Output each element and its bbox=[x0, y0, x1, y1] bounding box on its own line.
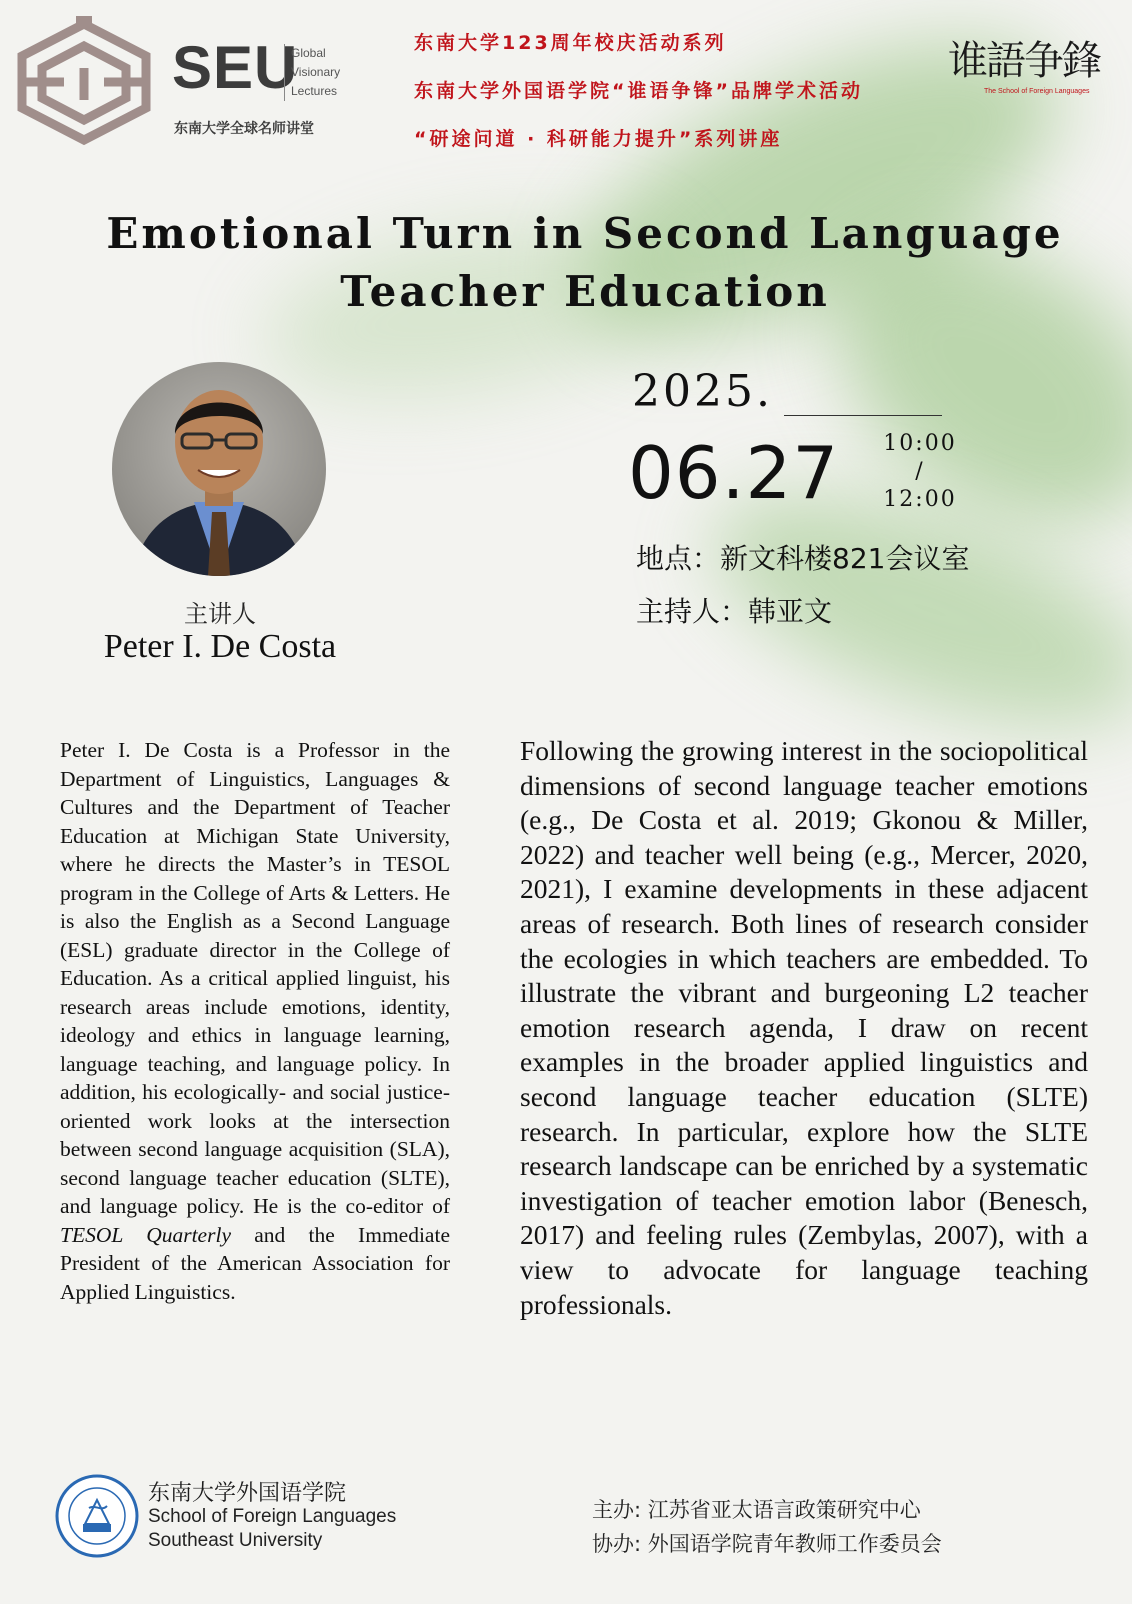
brand-logo-text: 谁語争鋒 bbox=[948, 38, 1100, 84]
time-start: 10:00 bbox=[883, 431, 957, 456]
bio-text: Peter I. De Costa is a Professor in the Department of Linguistics, Languages & Cultures and the Department of Teacher Education at Michigan State University, where he directs the Master’s in TESOL program in the College of Arts & Letters. He is also the English as a Second Language (ESL) graduate director in the College of Education. As a critical applied linguist, his research areas include emotions, identity, ideology and ethics in language learning, language teaching, and language policy. In addition, his ecologically- and social justice-oriented work looks at the intersection between second language acquisition (SLA), second language teacher education (SLTE), and language policy. He is the co-editor of bbox=[60, 738, 450, 1218]
event-year: 2025. bbox=[632, 366, 773, 417]
speaker-portrait-icon bbox=[112, 362, 326, 576]
lecture-title bbox=[0, 205, 1132, 321]
time-end: 12:00 bbox=[883, 487, 957, 512]
seu-tagline-line: Lectures bbox=[291, 84, 338, 98]
school-name-en: School of Foreign Languages bbox=[148, 1506, 397, 1527]
bio-journal: TESOL Quarterly bbox=[60, 1222, 231, 1247]
school-name-cn: 东南大学外国语学院 bbox=[148, 1481, 347, 1506]
series-line-2: 东南大学外国语学院“谁语争锋”品牌学术活动 bbox=[414, 80, 863, 102]
title-line-1: Emotional Turn in Second Language bbox=[106, 209, 1064, 258]
speaker-name: Peter I. De Costa bbox=[103, 628, 337, 665]
brand-logo bbox=[948, 36, 1108, 136]
event-date: 06.27 bbox=[628, 431, 840, 515]
event-host: 主持人：韩亚文 bbox=[636, 595, 833, 628]
school-seal bbox=[55, 1474, 139, 1558]
seu-tagline-line: Global bbox=[291, 46, 326, 60]
speaker-role-label: 主讲人 bbox=[184, 600, 256, 628]
speaker-bio bbox=[60, 736, 450, 1306]
school-university-en: Southeast University bbox=[148, 1530, 323, 1551]
lecture-abstract: Following the growing interest in the sociopolitical dimensions of second language teacher emotions (e.g., De Costa et al. 2019; Gkonou & Miller, 2022) and teacher well being (e.g., Mercer, 2020, 2021), I examine developments in these adjacent areas of research. Both lines of research consider the ecologies in which teachers are embedded. To illustrate the vibrant and burgeoning L2 teacher emotion research agenda, I draw on recent examples in the broader applied linguistics and second language teacher education (SLTE) research. In particular, explore how the SLTE research landscape can be enriched by a systematic investigation of teacher emotion labor (Benesch, 2017) and feeling rules (Zembylas, 2007), with a view to advocate for language teaching professionals. bbox=[520, 735, 1088, 1320]
seu-tagline bbox=[284, 44, 340, 101]
series-line-3: “研途问道 · 科研能力提升”系列讲座 bbox=[414, 128, 783, 150]
event-location: 地点：新文科楼821会议室 bbox=[636, 542, 970, 575]
seu-logo-text: SEU bbox=[172, 34, 299, 101]
seu-logo bbox=[14, 16, 341, 146]
organizer: 主办: 江苏省亚太语言政策研究中心 bbox=[592, 1498, 921, 1522]
bio-text-end: and the Immediate President of the American Association for Applied Linguistics. bbox=[60, 1222, 450, 1304]
co-organizer: 协办: 外国语学院青年教师工作委员会 bbox=[592, 1532, 942, 1556]
school-seal-icon bbox=[55, 1474, 139, 1558]
series-line-1: 东南大学123周年校庆活动系列 bbox=[414, 32, 727, 54]
time-separator: / bbox=[915, 459, 925, 484]
seu-tagline-line: Visionary bbox=[291, 65, 341, 79]
event-time bbox=[866, 430, 974, 514]
seu-emblem-icon bbox=[14, 16, 154, 146]
title-line-2: Teacher Education bbox=[340, 267, 830, 316]
brand-logo-sub: The School of Foreign Languages bbox=[984, 88, 1090, 95]
year-underline bbox=[784, 415, 942, 416]
seu-subtitle: 东南大学全球名师讲堂 bbox=[174, 121, 314, 137]
speaker-photo bbox=[112, 362, 326, 576]
